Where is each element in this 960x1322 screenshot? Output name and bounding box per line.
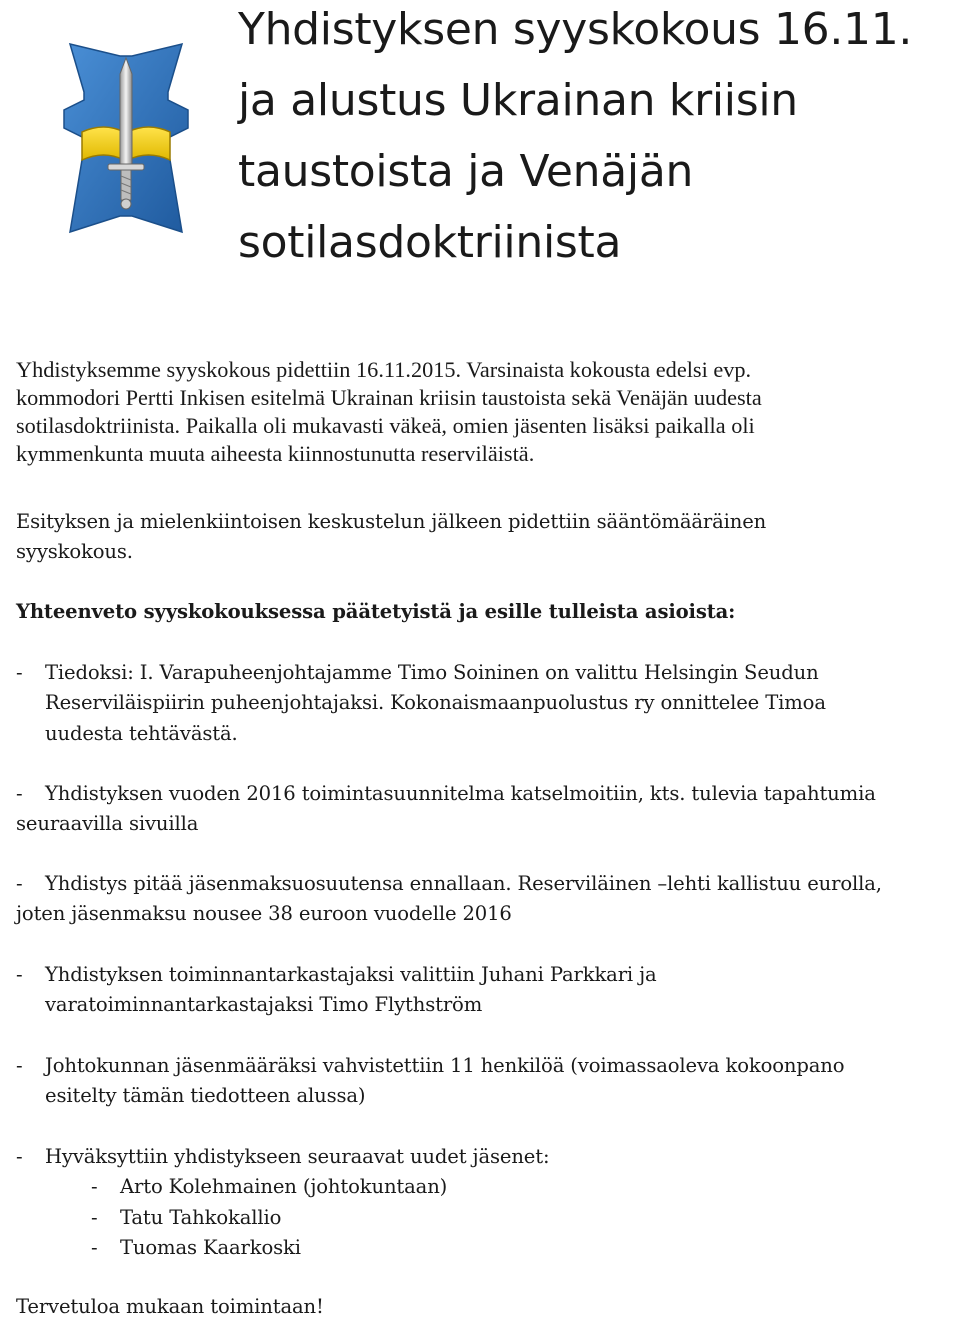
list-dash: -	[91, 1175, 98, 1199]
paragraph-line: syyskokous.	[16, 540, 133, 564]
summary-item	[16, 1051, 956, 1112]
list-dash: -	[16, 1054, 23, 1077]
summary-item	[16, 1142, 956, 1263]
intro-line: Yhdistyksemme syyskokous pidettiin 16.11.2015. Varsinaista kokousta edelsi evp.	[16, 357, 752, 382]
list-dash: -	[16, 1145, 23, 1168]
summary-item	[16, 869, 956, 930]
item-line: seuraavilla sivuilla	[16, 812, 199, 836]
item-line: Yhdistys pitää jäsenmaksuosuutensa ennallaan. Reserviläinen –lehti kallistuu eurolla,	[45, 872, 882, 895]
item-line: Tiedoksi: I. Varapuheenjohtajamme Timo Soininen on valittu Helsingin Seudun	[45, 661, 819, 684]
list-dash: -	[16, 782, 23, 805]
summary-item	[16, 779, 956, 840]
title-line: sotilasdoktriinista	[238, 217, 622, 268]
new-member-name: Arto Kolehmainen (johtokuntaan)	[120, 1175, 448, 1199]
meeting-paragraph	[16, 507, 956, 568]
item-line: Hyväksyttiin yhdistykseen seuraavat uudet jäsenet:	[45, 1145, 550, 1168]
summary-item	[16, 960, 956, 1021]
association-emblem-logo	[60, 40, 192, 236]
item-line: varatoiminnantarkastajaksi Timo Flythström	[45, 993, 483, 1017]
list-dash: -	[91, 1235, 98, 1259]
item-line: joten jäsenmaksu nousee 38 euroon vuodelle 2016	[16, 902, 512, 926]
new-member-item	[16, 1203, 956, 1233]
title-line: taustoista ja Venäjän	[238, 146, 694, 197]
paragraph-line: Esityksen ja mielenkiintoisen keskustelun jälkeen pidettiin sääntömääräinen	[16, 510, 767, 533]
intro-line: sotilasdoktriinista. Paikalla oli mukavasti väkeä, omien jäsenten lisäksi paikalla oli	[16, 413, 755, 438]
item-line: Reserviläispiirin puheenjohtajaksi. Kokonaismaanpuolustus ry onnittelee Timoa	[45, 691, 826, 715]
item-line: Yhdistyksen vuoden 2016 toimintasuunnitelma katselmoitiin, kts. tulevia tapahtumia	[45, 782, 876, 805]
new-member-name: Tatu Tahkokallio	[120, 1205, 282, 1229]
intro-paragraph	[16, 356, 946, 468]
summary-item	[16, 658, 956, 749]
new-member-item	[16, 1172, 956, 1202]
item-line: Johtokunnan jäsenmääräksi vahvistettiin 11 henkilöä (voimassaoleva kokoonpano	[45, 1054, 845, 1077]
item-line: esitelty tämän tiedotteen alussa)	[45, 1084, 366, 1108]
list-dash: -	[16, 872, 23, 895]
intro-line: kymmenkunta muuta aiheesta kiinnostunutta reserviläistä.	[16, 441, 535, 466]
summary-heading: Yhteenveto syyskokouksessa päätetyistä ja esille tulleista asioista:	[16, 600, 736, 623]
title-line: Yhdistyksen syyskokous 16.11.	[238, 4, 913, 55]
closing-line: Tervetuloa mukaan toimintaan!	[16, 1295, 324, 1318]
item-line: uudesta tehtävästä.	[45, 721, 238, 745]
page-title	[238, 0, 953, 278]
list-dash: -	[16, 661, 23, 684]
intro-line: kommodori Pertti Inkisen esitelmä Ukrainan kriisin taustoista sekä Venäjän uudesta	[16, 385, 762, 410]
list-dash: -	[16, 963, 23, 986]
new-member-name: Tuomas Kaarkoski	[120, 1235, 301, 1259]
item-line: Yhdistyksen toiminnantarkastajaksi valittiin Juhani Parkkari ja	[45, 963, 657, 986]
title-line: ja alustus Ukrainan kriisin	[238, 75, 798, 126]
new-member-item	[16, 1233, 956, 1263]
list-dash: -	[91, 1205, 98, 1229]
